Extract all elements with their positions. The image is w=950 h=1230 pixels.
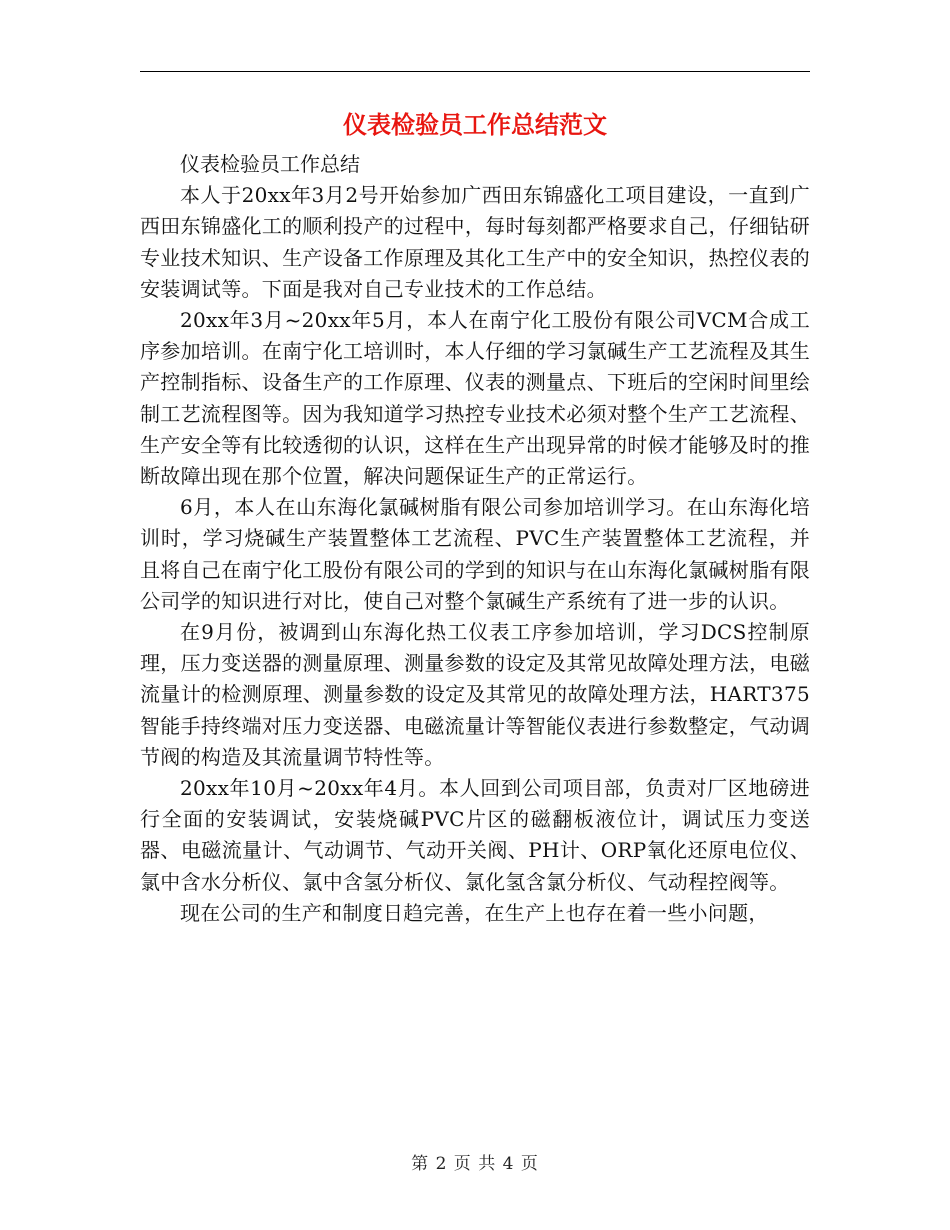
document-subtitle: 仪表检验员工作总结 — [180, 152, 360, 176]
paragraph-intro: 本人于20xx年3月2号开始参加广西田东锦盛化工项目建设，一直到广西田东锦盛化工的顺利投产的过程中，每时每刻都严格要求自己，仔细钻研专业技术知识、生产设备工作原理及其化工生产中的安全知识，热控仪表的安装调试等。下面是我对自己专业技术的工作总结。 — [140, 183, 810, 301]
paragraph-current-status: 现在公司的生产和制度日趋完善，在生产上也存在着一些小问题， — [180, 900, 769, 925]
paragraph-project-work: 20xx年10月~20xx年4月。本人回到公司项目部，负责对厂区地磅进行全面的安装调试，安装烧碱PVC片区的磁翻板液位计，调试压力变送器、电磁流量计、气动调节、气动开关阀、PH计、ORP氧化还原电位仪、氯中含水分析仪、氯中含氢分析仪、氯化氢含氯分析仪、气动程控阀等。 — [140, 776, 810, 894]
header-rule — [140, 71, 810, 72]
document-body — [140, 149, 810, 929]
paragraph-shandong-training: 6月，本人在山东海化氯碱树脂有限公司参加培训学习。在山东海化培训时，学习烧碱生产装置整体工艺流程、PVC生产装置整体工艺流程，并且将自己在南宁化工股份有限公司的学到的知识与在山东海化氯碱树脂有限公司学的知识进行对比，使自己对整个氯碱生产系统有了进一步的认识。 — [140, 495, 810, 613]
paragraph-nanning-training: 20xx年3月~20xx年5月，本人在南宁化工股份有限公司VCM合成工序参加培训。在南宁化工培训时，本人仔细的学习氯碱生产工艺流程及其生产控制指标、设备生产的工作原理、仪表的测量点、下班后的空闲时间里绘制工艺流程图等。因为我知道学习热控专业技术必须对整个生产工艺流程、生产安全等有比较透彻的认识，这样在生产出现异常的时候才能够及时的推断故障出现在那个位置，解决问题保证生产的正常运行。 — [140, 308, 810, 489]
document-title: 仪表检验员工作总结范文 — [343, 111, 607, 139]
paragraph-instrument-training: 在9月份，被调到山东海化热工仪表工序参加培训，学习DCS控制原理，压力变送器的测量原理、测量参数的设定及其常见故障处理方法，电磁流量计的检测原理、测量参数的设定及其常见的故障处理方法，HART375智能手持终端对压力变送器、电磁流量计等智能仪表进行参数整定，气动调节阀的构造及其流量调节特性等。 — [140, 620, 810, 769]
page-number: 第 2 页 共 4 页 — [411, 1154, 539, 1174]
